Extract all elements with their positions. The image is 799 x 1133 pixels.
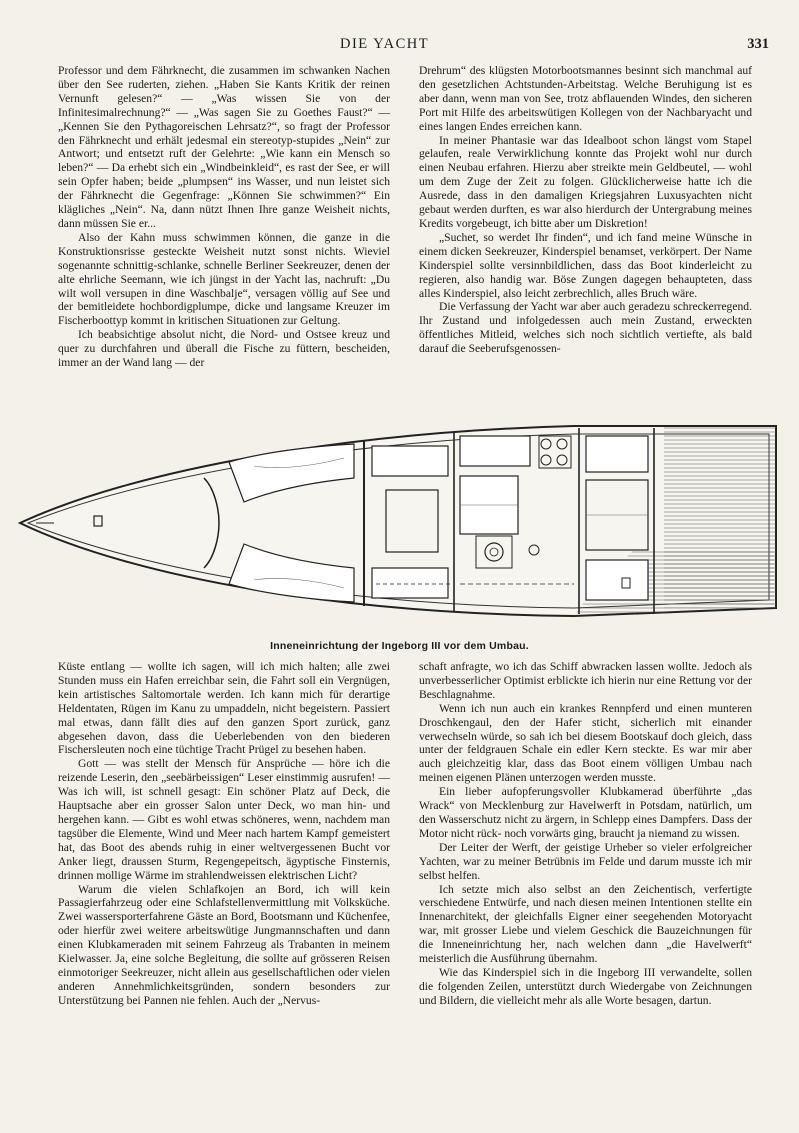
paragraph: Ich setzte mich also selbst an den Zeichentisch, verfertigte verschiedene Entwürfe, und nach diesen meinen Intentionen stellte ein Innenarchitekt, der gleichfalls Eigner einer seegehenden Motoryacht war, mit grosser Liebe und vielem Geschick die Bauzeichnungen für die Inneneinrichtung her, nach welchen dann „die Havelwerft“ meisterlich die Ausführung übernahm. — [419, 882, 752, 966]
figure-caption: Inneneinrichtung der Ingeborg III vor dem Umbau. — [270, 640, 529, 652]
column-bottom-right — [419, 660, 752, 1008]
paragraph: Professor und dem Fährknecht, die zusammen im schwanken Nachen über den See ruderten, ziehen. „Haben Sie Kants Kritik der reinen Vernunft gelesen?“ — „Was wissen Sie von der Infinitesimalrechnung?“ — „Was sagen Sie zu Goethes Faust?“ — „Kennen Sie den Pythagoreischen Lehrsatz?“, so fragt der Professor den Fährknecht und erhält jedesmal ein stereotyp-stupides „Nein“ zur Antwort; und entsetzt ruft der Gelehrte: „Wie kann ein Mensch so leben?“ — Da erhebt sich ein „Windbeinkleid“, es rast der See, er will sein Opfer haben; beide „plumpsen“ ins Wasser, und nun leistet sich der Fährknecht die Gegenfrage: „Können Sie schwimmen?“ Ein klägliches „Nein“. Na, dann nützt Ihnen Ihre ganze Weisheit nichts, dann müssen Sie er... — [58, 64, 390, 230]
paragraph: schaft anfragte, wo ich das Schiff abwracken lassen wollte. Jedoch als unverbesserlicher Optimist erblickte ich hierin nur eine Rettung vor der Beschlagnahme. — [419, 660, 752, 701]
page-header — [0, 36, 799, 56]
column-bottom-left — [58, 660, 390, 1008]
paragraph: Wie das Kinderspiel sich in die Ingeborg III verwandelte, sollen die folgenden Zeilen, unterstützt durch Wiedergabe von Zeichnungen und Bildern, die vielleicht mehr als alle Worte besagen, dartun. — [419, 965, 752, 1007]
paragraph: Wenn ich nun auch ein krankes Rennpferd und einen munteren Droschkengaul, den der Hafer sticht, sicherlich mit einander verwechseln würde, so sah ich bei diesem Bootskauf doch gleich, dass unter der feldgrauen Schale ein edler Kern steckte. Es war mir aber auch gleichzeitig klar, dass das Boot einem völligen Umbau nach meinen eigenen Plänen unterzogen werden musste. — [419, 701, 752, 785]
column-top-right — [419, 64, 752, 356]
galley-counter — [460, 436, 530, 466]
paragraph: Gott — was stellt der Mensch für Ansprüche — höre ich die reizende Leserin, den „seebärbeissigen“ Leser einstimmig ausrufen! — Was ich will, ist schnell gesagt: Ein schöner Platz auf Deck, die Hauptsache aber ein grosser Salon unter Deck, wo man hin- und hergehen kann. — Gibt es wohl etwas schöneres, wenn, nachdem man tagsüber die Elemente, Wind und Meer nach hartem Kampf gemeistert hat, das Boot des abends ruhig in einer weltvergessenen Bucht vor Anker liegt, draussen Sturm, Regengepeitsch, ägyptische Finsternis, drinnen mollige Wärme im strahlendweissen elektrischen Licht? — [58, 757, 390, 882]
paragraph: In meiner Phantasie war das Idealboot schon längst vom Stapel gelaufen, reale Verwirklichung konnte das Projekt wohl nur durch einen Neubau erfahren. Hierzu aber streikte mein Geldbeutel, — wohl um dem Zuge der Zeit zu folgen. Glücklicherweise hatte ich die Ausrede, dass in den damaligen Kriegsjahren Luxusyachten nicht gebaut werden durften, es war also hierdurch der Untergrabung meines Kredits vorgebeugt, ich bitte aber um Diskretion! — [419, 133, 752, 230]
paragraph: Also der Kahn muss schwimmen können, die ganze in die Konstruktionsrisse gesteckte Weisheit nutzt sonst nichts. Wieviel sogenannte schnittig-schlanke, schnelle Berliner Seekreuzer, denen der alte ehrliche Seemann, wie ich jüngst in der Yacht las, nachruft: „Du wilt woll versupen in dine Waschbalje“, versagen völlig auf See und der bemitleidete hochbordigplumpe, dicke und langsame Kreuzer im Fischerboottyp kommt in kritischen Situationen zur Geltung. — [58, 230, 390, 328]
paragraph: Ich beabsichtige absolut nicht, die Nord- und Ostsee kreuz und quer zu durchfahren und überall die Fische zu füttern, bescheiden, immer an der Wand lang — der — [58, 328, 390, 370]
paragraph: „Suchet, so werdet Ihr finden“, und ich fand meine Wünsche in einem dicken Seekreuzer, Kinderspiel benamset, verkörpert. Der Name Kinderspiel sollte versinnbildlichen, dass das Boot kinderleicht zu regieren, also handig war. Böse Zungen dagegen behaupteten, dass alles Kinderspiel, also leicht zerbrechlich, alles Bruch wäre. — [419, 230, 752, 300]
paragraph: Küste entlang — wollte ich sagen, will ich mich halten; alle zwei Stunden muss ein Hafen erreichbar sein, die Fahrt soll ein Vergnügen, kein artistisches Saltomortale werden. Ich kann mich für derartige Heldentaten, Rügen im Kanu zu umpaddeln, nicht begeistern. Passiert mal etwas, dann fällt dies auf den ganzen Sport zurück, ganz abgesehen davon, dass die Ueberlebenden von den biederen Fischersleuten noch eine tüchtige Tracht Prügel zu besehen haben. — [58, 660, 390, 757]
saloon-berth-upper — [372, 446, 448, 476]
stern-locker — [586, 560, 648, 600]
paragraph: Drehrum“ des klügsten Motorbootsmannes besinnt sich manchmal auf den gesetzlichen Achtstunden-Arbeitstag. Welche Beruhigung ist es aber dann, wenn man von See, trotz abflauenden Windes, den sicheren Port mit Hilfe des arbeitswütigen Kollegen von der Nachbaryacht und eines langen Endes erreichen kann. — [419, 64, 752, 133]
running-title: DIE YACHT — [340, 36, 430, 52]
paragraph: Ein lieber aufopferungsvoller Klubkamerad überführte „das Wrack“ von Mecklenburg zur Havelwerft in Potsdam, natürlich, um den Wasserschutz nicht zu ärgern, in Schlepp eines Dampfers. Dass der Motor nicht rück- noch vorwärts ging, braucht ja niemand zu wissen. — [419, 785, 752, 840]
floor-plan-drawing — [14, 418, 786, 636]
yacht-floor-plan — [14, 418, 786, 636]
quarter-berth — [586, 436, 648, 472]
column-top-left — [58, 64, 390, 370]
saloon-berth-lower — [372, 568, 448, 598]
paragraph: Warum die vielen Schlafkojen an Bord, ich will kein Passagierfahrzeug oder eine Schlafstellenvermittlung mit Volksküche. Zwei wassersporterfahrene Gäste an Bord, Bootsmann und Küchenfee, oder hierfür zwei weitere arbeitswütige Jungmannschaften und dann einen Klubkameraden mit seinem Fahrzeug als Trabanten in meinem Kielwasser. Ja, eine solche Begleitung, die sollte auf grösseren Reisen einmotoriger Seekreuzer, nicht allein aus gesellschaftlichen oder vielen anderen Annehmlichkeitsgründen, sondern besonders zur Unterstützung bei Pannen nie fehlen. Auch der „Nervus- — [58, 882, 390, 1007]
paragraph: Der Leiter der Werft, der geistige Urheber so vieler erfolgreicher Yachten, war zu meiner Betrübnis im Felde und darum musste ich mir selbst helfen. — [419, 840, 752, 882]
page-number: 331 — [747, 36, 769, 52]
paragraph: Die Verfassung der Yacht war aber auch geradezu schreckerregend. Ihr Zustand und infolgedessen auch mein Zustand, erweckten öffentliches Mitleid, welches sich noch sichtlich vertiefte, als bald darauf die Seeberufsgenossen- — [419, 300, 752, 356]
